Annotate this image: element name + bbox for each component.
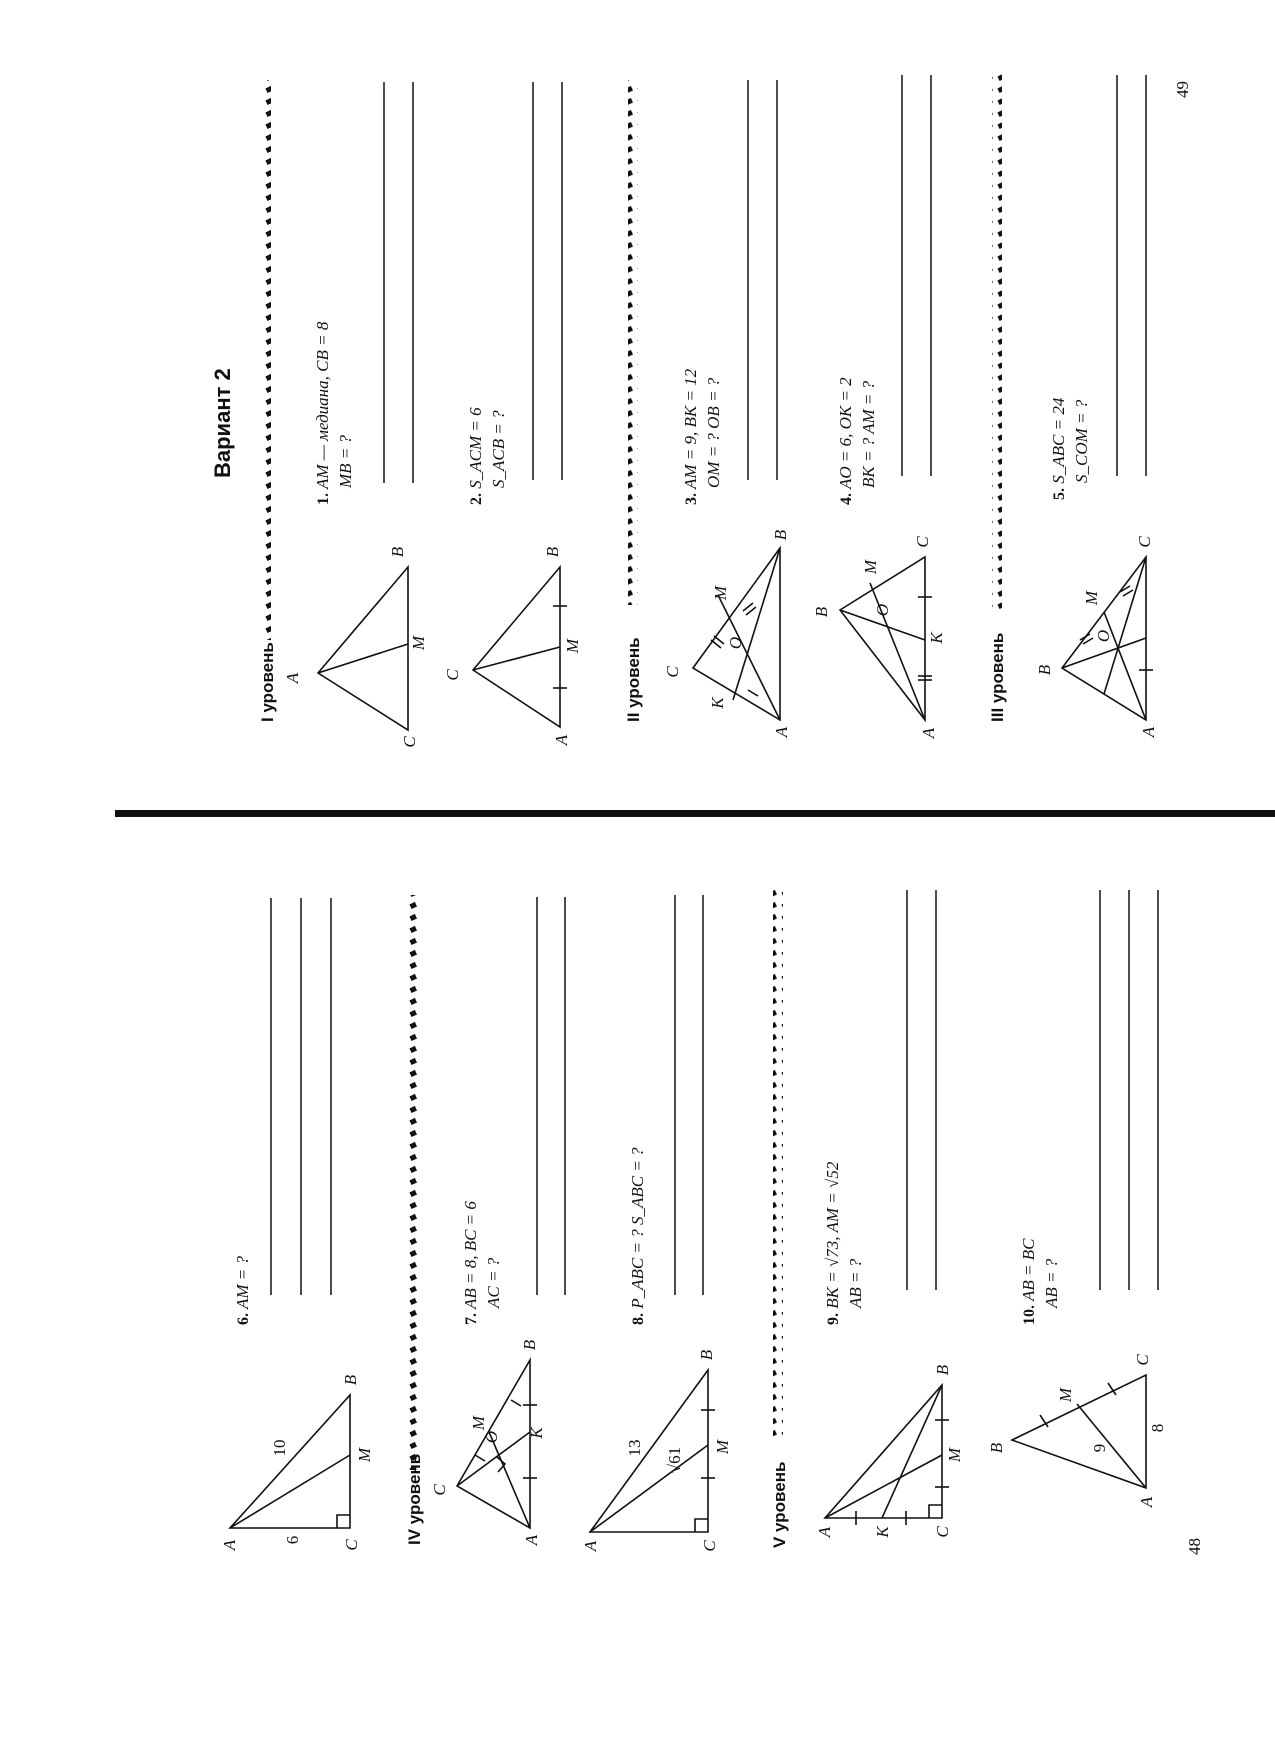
fig10-label-M: M — [1056, 1387, 1075, 1403]
fig2-label-M: M — [563, 638, 582, 654]
problem-5-number: 5. — [1051, 488, 1068, 500]
figure-4 — [840, 557, 932, 720]
fig1-label-C: C — [400, 736, 419, 748]
answer-lines-left — [271, 890, 1158, 1295]
figure-2 — [473, 567, 567, 727]
level-2-heading: II уровень — [624, 637, 643, 722]
problem-10-line1: AB = BC — [1019, 1238, 1038, 1302]
fig8-label-M: M — [713, 1439, 732, 1455]
problem-4 — [835, 377, 880, 505]
fig2-label-B: B — [543, 546, 562, 558]
fig3-label-A: A — [772, 726, 791, 738]
fig6-label-A: A — [220, 1539, 239, 1551]
page-separator — [115, 810, 1275, 817]
level-bar-3 — [992, 70, 1002, 610]
problem-8-number: 8. — [630, 1313, 647, 1325]
problem-1-line1: AM — медиана, CB = 8 — [313, 321, 332, 490]
problem-2-line2: S_ACB = ? — [489, 410, 508, 488]
fig9-label-C: C — [933, 1526, 952, 1538]
fig5-label-O: O — [1094, 629, 1113, 643]
fig4-label-K: K — [927, 632, 946, 644]
fig3-label-C: C — [663, 666, 682, 678]
problem-4-line2: BK = ? AM = ? — [859, 380, 878, 488]
problem-9 — [822, 1162, 867, 1325]
fig8-label-A: A — [581, 1540, 600, 1552]
fig6-label-M: M — [355, 1447, 374, 1463]
fig5-label-C: C — [1135, 536, 1154, 548]
fig7-label-K: K — [527, 1427, 546, 1439]
fig9-label-B: B — [933, 1364, 952, 1376]
fig6-value-6: 6 — [283, 1535, 302, 1545]
problem-3 — [680, 369, 725, 505]
fig9-label-K: K — [873, 1526, 892, 1538]
problem-6-number: 6. — [235, 1313, 252, 1325]
fig7-label-M: M — [469, 1415, 488, 1431]
problem-2-number: 2. — [468, 493, 485, 505]
problem-5-line1: S_ABC = 24 — [1049, 397, 1068, 484]
fig7-label-A: A — [522, 1534, 541, 1546]
fig8-label-C: C — [700, 1540, 719, 1552]
fig7-label-B: B — [520, 1339, 539, 1351]
problem-4-line1: AO = 6, OK = 2 — [836, 377, 855, 490]
fig1-label-B: B — [388, 546, 407, 558]
figure-10 — [1012, 1375, 1146, 1488]
problem-7-line1: AB = 8, BC = 6 — [461, 1201, 480, 1310]
fig10-label-A: A — [1137, 1496, 1156, 1508]
fig4-label-A: A — [919, 727, 938, 739]
fig4-label-M: M — [861, 559, 880, 575]
problem-1-number: 1. — [315, 493, 332, 505]
fig3-label-B: B — [771, 529, 790, 541]
level-bar-4 — [409, 895, 419, 1470]
problem-3-line2: OM = ? OB = ? — [704, 377, 723, 488]
fig10-value-9: 9 — [1090, 1443, 1109, 1453]
fig6-value-10: 10 — [270, 1439, 289, 1457]
fig9-label-M: M — [945, 1447, 964, 1463]
problem-5 — [1048, 398, 1093, 500]
fig3-label-M: M — [711, 585, 730, 601]
fig5-label-B: B — [1035, 664, 1054, 676]
figure-3 — [693, 548, 780, 720]
figure-1 — [318, 567, 408, 730]
fig8-label-B: B — [697, 1349, 716, 1361]
page-number-left: 48 — [1185, 1538, 1204, 1555]
problem-6 — [232, 1256, 255, 1325]
fig5-label-M: M — [1082, 590, 1101, 606]
problem-4-number: 4. — [838, 493, 855, 505]
problem-2 — [465, 407, 510, 505]
figure-8 — [590, 1370, 715, 1532]
level-1-heading: I уровень — [258, 642, 277, 722]
problem-5-line2: S_COM = ? — [1072, 399, 1091, 483]
level-bar-2 — [628, 80, 638, 605]
problem-8 — [627, 1147, 650, 1325]
level-bar-1 — [261, 80, 271, 640]
fig4-label-B: B — [812, 606, 831, 618]
level-5-heading: V уровень — [770, 1461, 789, 1548]
problem-6-line1: AM = ? — [233, 1256, 252, 1310]
fig7-label-O: O — [482, 1430, 501, 1444]
level-4-heading: IV уровень — [405, 1453, 424, 1545]
problem-2-line1: S_ACM = 6 — [466, 407, 485, 489]
figure-labels — [220, 529, 1167, 1552]
fig9-label-A: A — [815, 1526, 834, 1538]
problem-8-line1: P_ABC = ? S_ABC = ? — [628, 1147, 647, 1309]
fig6-label-B: B — [341, 1374, 360, 1386]
fig5-label-A: A — [1139, 726, 1158, 738]
fig10-value-8: 8 — [1148, 1423, 1167, 1433]
problem-3-line1: AM = 9, BK = 12 — [681, 368, 700, 490]
fig10-label-B: B — [987, 1442, 1006, 1454]
problem-9-line1: BK = √73, AM = √52 — [823, 1161, 842, 1309]
fig1-label-A: A — [283, 672, 302, 684]
fig3-label-O: O — [726, 636, 745, 650]
figure-6 — [230, 1395, 350, 1528]
problem-7-number: 7. — [463, 1313, 480, 1325]
fig4-label-O: O — [873, 603, 892, 617]
problem-10-number: 10. — [1021, 1305, 1038, 1325]
problem-7 — [460, 1201, 505, 1325]
fig8-value-sqrt61: √61 — [665, 1446, 684, 1474]
fig7-label-C: C — [430, 1484, 449, 1496]
fig6-label-C: C — [342, 1539, 361, 1551]
problem-7-line2: AC = ? — [484, 1257, 503, 1308]
problem-9-line2: AB = ? — [846, 1258, 865, 1308]
fig2-label-C: C — [443, 669, 462, 681]
fig8-value-13: 13 — [625, 1439, 644, 1457]
variant-title: Вариант 2 — [210, 368, 235, 478]
fig2-label-A: A — [552, 734, 571, 746]
problem-10-line2: AB = ? — [1042, 1258, 1061, 1308]
figure-9 — [825, 1385, 949, 1525]
problem-9-number: 9. — [825, 1313, 842, 1325]
level-3-heading: III уровень — [988, 632, 1007, 722]
fig3-label-K: K — [708, 697, 727, 709]
fig4-label-C: C — [913, 536, 932, 548]
fig10-label-C: C — [1133, 1354, 1152, 1366]
problem-1-line2: MB = ? — [336, 434, 355, 488]
page-number-right: 49 — [1173, 81, 1192, 98]
level-bar-5 — [773, 890, 783, 1440]
fig1-label-M: M — [409, 635, 428, 651]
problem-10 — [1018, 1239, 1063, 1325]
problem-1 — [312, 322, 357, 505]
problem-3-number: 3. — [683, 493, 700, 505]
